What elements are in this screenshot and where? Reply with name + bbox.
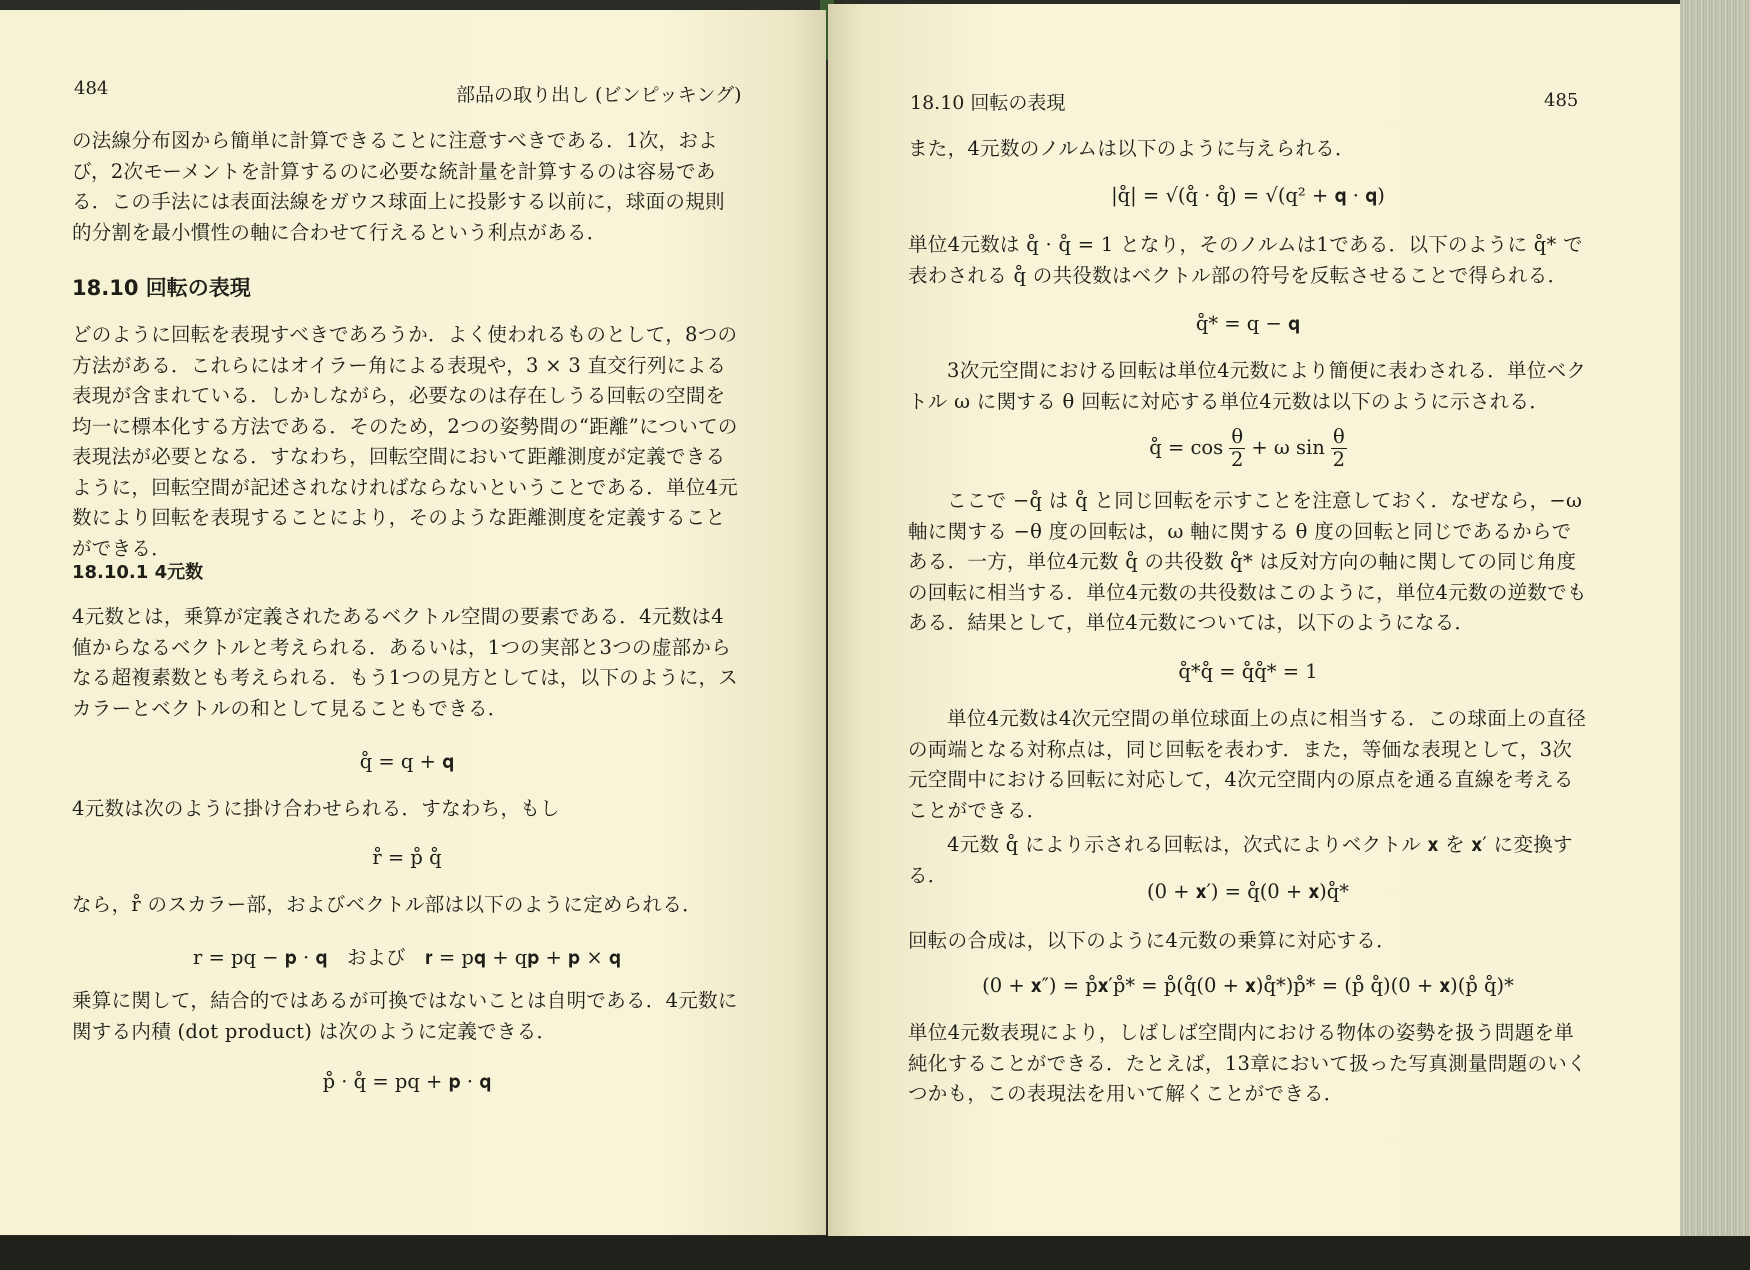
fraction-theta-half-2: $\frac{\theta}{2}$: [1332, 425, 1346, 471]
text-rotation: 3次元空間における回転は単位4元数により簡便に表わされる．単位ベクトル ω に関する θ 回転に対応する単位4元数は以下のように示される．: [908, 359, 1587, 413]
left-page-number: 484: [74, 78, 109, 99]
text-unit-quaternion: 単位4元数は q̊ · q̊ = 1 となり，そのノルムは1である．以下のように q̊* で表わされる q̊ の共役数はベクトル部の符号を反転させることで得られる．: [908, 233, 1583, 287]
subsection-paragraph: 4元数とは，乗算が定義されたあるベクトル空間の要素である．4元数は4値からなるベクトルと考えられる．あるいは，1つの実部と3つの虚部からなる超複素数とも考えられる．もう1つの見方としては，以下のように，スカラーとベクトルの和として見ることもできる．: [72, 605, 739, 720]
equation-rotation: q̊ = cos $\frac{\theta}{2}$ + ω sin $\frac{\theta}{2}$: [1149, 425, 1346, 471]
section-paragraph: どのように回転を表現すべきであろうか．よく使われるものとして，8つの方法がある．これらにはオイラー角による表現や，3 × 3 直交行列による表現が含まれている．しかしながら，必要なのは存在しうる回転の空間を均一に標本化する方法である．そのため，2つの姿勢間の“距離”についての表現法が必要となる．すなわち，回転空間において距離測度が定義できるように，回転空間が記述されなければならないということである．単位4元数により回転を表現することにより，そのような距離測度を定義することができる．: [72, 323, 739, 560]
text-dot-product: 乗算に関して，結合的ではあるが可換ではないことは自明である．4元数に関する内積 (dot product) は次のように定義できる．: [72, 989, 738, 1043]
text-norm: また，4元数のノルムは以下のように与えられる．: [908, 137, 1355, 160]
equation-inverse: q̊*q̊ = q̊q̊* = 1: [1178, 660, 1318, 683]
equation-transform: (0 + 𝐱′) = q̊(0 + 𝐱)q̊*: [1146, 880, 1349, 903]
equation-norm: |q̊| = √(q̊ · q̊) = √(q² + 𝐪 · 𝐪): [1111, 184, 1385, 207]
equation-conjugate: q̊* = q − 𝐪: [1195, 312, 1301, 335]
equation-quaternion-sum: q̊ = q + 𝐪: [359, 750, 455, 773]
subsection-heading: 18.10.1 4元数: [72, 562, 204, 583]
text-multiplication: 4元数は次のように掛け合わせられる．すなわち，もし: [72, 797, 560, 820]
equation-dot-product: p̊ · q̊ = pq + 𝐩 · 𝐪: [322, 1070, 492, 1093]
text-scalar-vector: なら，r̊ のスカラー部，およびベクトル部は以下のように定められる．: [72, 893, 702, 916]
fraction-theta-half-1: $\frac{\theta}{2}$: [1231, 425, 1244, 471]
left-page: [0, 10, 826, 1235]
right-page: [828, 4, 1680, 1236]
equation-product-parts: r = pq − 𝐩 · 𝐪 および 𝐫 = p𝐪 + q𝐩 + 𝐩 × 𝐪: [192, 946, 622, 969]
right-page-number: 485: [1544, 90, 1579, 111]
text-final: 単位4元数表現により，しばしば空間内における物体の姿勢を扱う問題を単純化することができる．たとえば，13章において扱った写真測量問題のいくつかも，この表現法を用いて解くことができる．: [908, 1021, 1587, 1105]
equation-product: r̊ = p̊ q̊: [372, 846, 442, 869]
text-transform: 4元数 q̊ により示される回転は，次式によりベクトル 𝐱 を 𝐱′ に変換する．: [908, 833, 1573, 887]
equation-composition: (0 + 𝐱″) = p̊𝐱′p̊* = p̊(q̊(0 + 𝐱)q̊*)p̊* = (p̊ q̊)(0 + 𝐱)(p̊ q̊)*: [982, 974, 1514, 997]
book-page-edges: [1680, 0, 1750, 1270]
text-composition: 回転の合成は，以下のように4元数の乗算に対応する．: [908, 929, 1396, 952]
right-running-head: 18.10 回転の表現: [910, 92, 1066, 114]
bottom-shadow: [0, 1236, 1750, 1270]
intro-paragraph: の法線分布図から簡単に計算できることに注意すべきである．1次，および，2次モーメントを計算するのに必要な統計量を計算するのは容易である．この手法には表面法線をガウス球面上に投影する以前に，球面の規則的分割を最小慣性の軸に合わせて行えるという利点がある．: [72, 129, 725, 244]
section-heading: 18.10 回転の表現: [72, 276, 251, 300]
left-running-head: 部品の取り出し (ビンピッキング): [456, 84, 742, 106]
text-unit-sphere: 単位4元数は4次元空間の単位球面上の点に相当する．この球面上の直径の両端となる対称点は，同じ回転を表わす．また，等価な表現として，3次元空間中における回転に対応して，4次元空間内の原点を通る直線を考えることができる．: [908, 707, 1587, 822]
text-negative-rotation: ここで −q̊ は q̊ と同じ回転を示すことを注意しておく．なぜなら，−ω 軸に関する −θ 度の回転は，ω 軸に関する θ 度の回転と同じであるからである．一方，単位4元数 q̊ の共役数 q̊* は反対方向の軸に関しての同じ角度の回転に相当する．単位4元数の共役数はこのように，単位4元数の逆数でもある．結果として，単位4元数については，以下のようになる．: [908, 489, 1587, 634]
